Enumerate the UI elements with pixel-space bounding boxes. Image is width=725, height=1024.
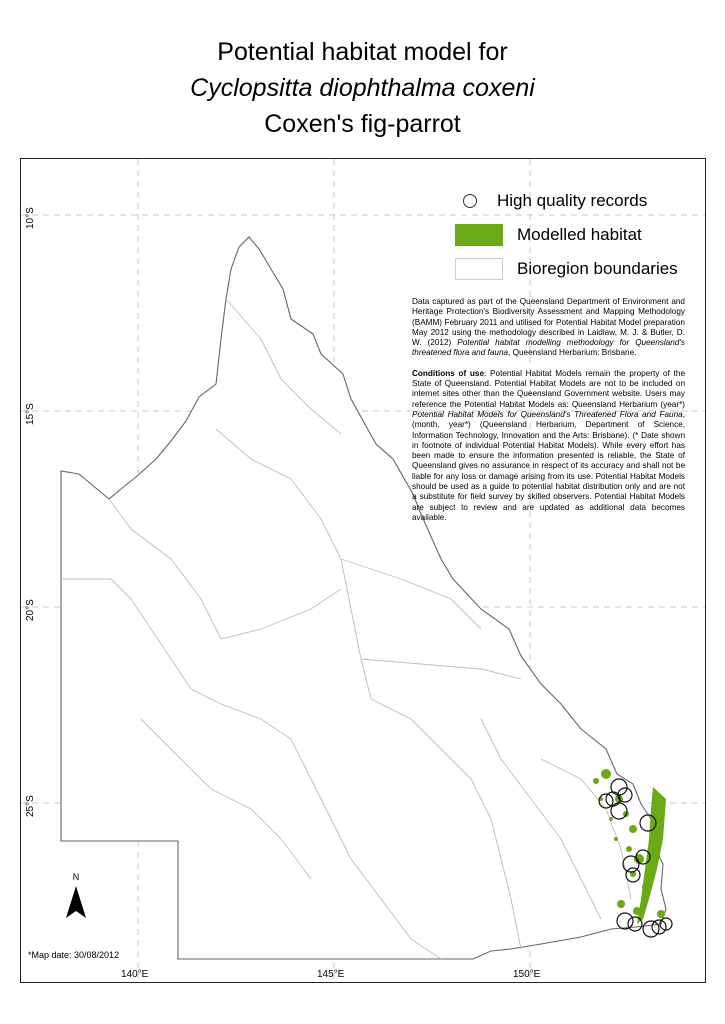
legend-boundaries	[455, 255, 678, 283]
lon-label-140: 140°E	[121, 969, 149, 980]
map-date: *Map date: 30/08/2012	[28, 950, 120, 960]
citation-title: Potential habitat modelling methodology for Queensland's threatened flora and fauna	[412, 338, 686, 358]
boundary-swatch-icon	[455, 258, 503, 280]
lat-label-20: 20°S	[25, 599, 36, 621]
lat-label-10: 10°S	[25, 207, 36, 229]
data-source-note	[412, 297, 685, 359]
conditions-text-2: , (month, year*) (Queensland Herbarium, Department of Science, Information Technology, Innovation and the Arts: Brisbane). (* Date shown in footnote of individual Potential Habitat Models). While every effort has been made to ensure the information presented is reliable, the State of Queensland gives no assurance in respect of its accuracy and shall not be liable for any loss or damage arising from its use. Potential Habitat Models should be used as a guide to potential habitat distribution only and are not a substitute for field survey by skilled observers. Potential Habitat Models are subject to review and are updated as additional data becomes available.	[412, 409, 685, 522]
north-arrow	[64, 872, 88, 922]
habitat-swatch-icon	[455, 224, 503, 246]
legend-boundaries-label: Bioregion boundaries	[517, 259, 678, 278]
map-title	[0, 34, 725, 142]
record-circle-icon	[463, 194, 477, 208]
north-arrow-icon	[64, 884, 88, 924]
legend-habitat-label: Modelled habitat	[517, 225, 642, 244]
conditions-heading: Conditions of use	[412, 368, 485, 378]
lat-label-15: 15°S	[25, 403, 36, 425]
conditions-italic: Potential Habitat Models for Queensland's Threatened Flora and Fauna	[412, 409, 683, 419]
map-notes	[412, 297, 685, 533]
lon-label-150: 150°E	[513, 969, 541, 980]
north-label: N	[72, 872, 80, 882]
lon-label-145: 145°E	[317, 969, 345, 980]
common-name: Coxen's fig-parrot	[264, 110, 461, 138]
title-line-1: Potential habitat model for	[217, 38, 508, 66]
legend-records-label: High quality records	[497, 191, 648, 210]
lat-label-25: 25°S	[25, 795, 36, 817]
legend-habitat	[455, 221, 642, 249]
citation-end: , Queensland Herbarium: Brisbane.	[508, 348, 637, 358]
species-name: Cyclopsitta diophthalma coxeni	[190, 74, 535, 102]
conditions-text-1: : Potential Habitat Models remain the property of the State of Queensland. Potential Habitat Models are not to be included on internet sites other than the Queensland Government website. Users may reference the Potential Habitat Models as: Queensland Herbarium (year*)	[412, 368, 685, 409]
legend-records	[455, 187, 647, 215]
data-captured-text: Data captured as part of the Queensland Department of Environment and Heritage Protection's Biodiversity Assessment and Mapping Methodology (BAMM) February 2011 and utilised for Potential Habitat Model preparation May 2012 using the methodology described in Laidlaw, M. J. & Butler, D. W. (2012)	[412, 297, 685, 348]
conditions-note	[412, 369, 685, 523]
